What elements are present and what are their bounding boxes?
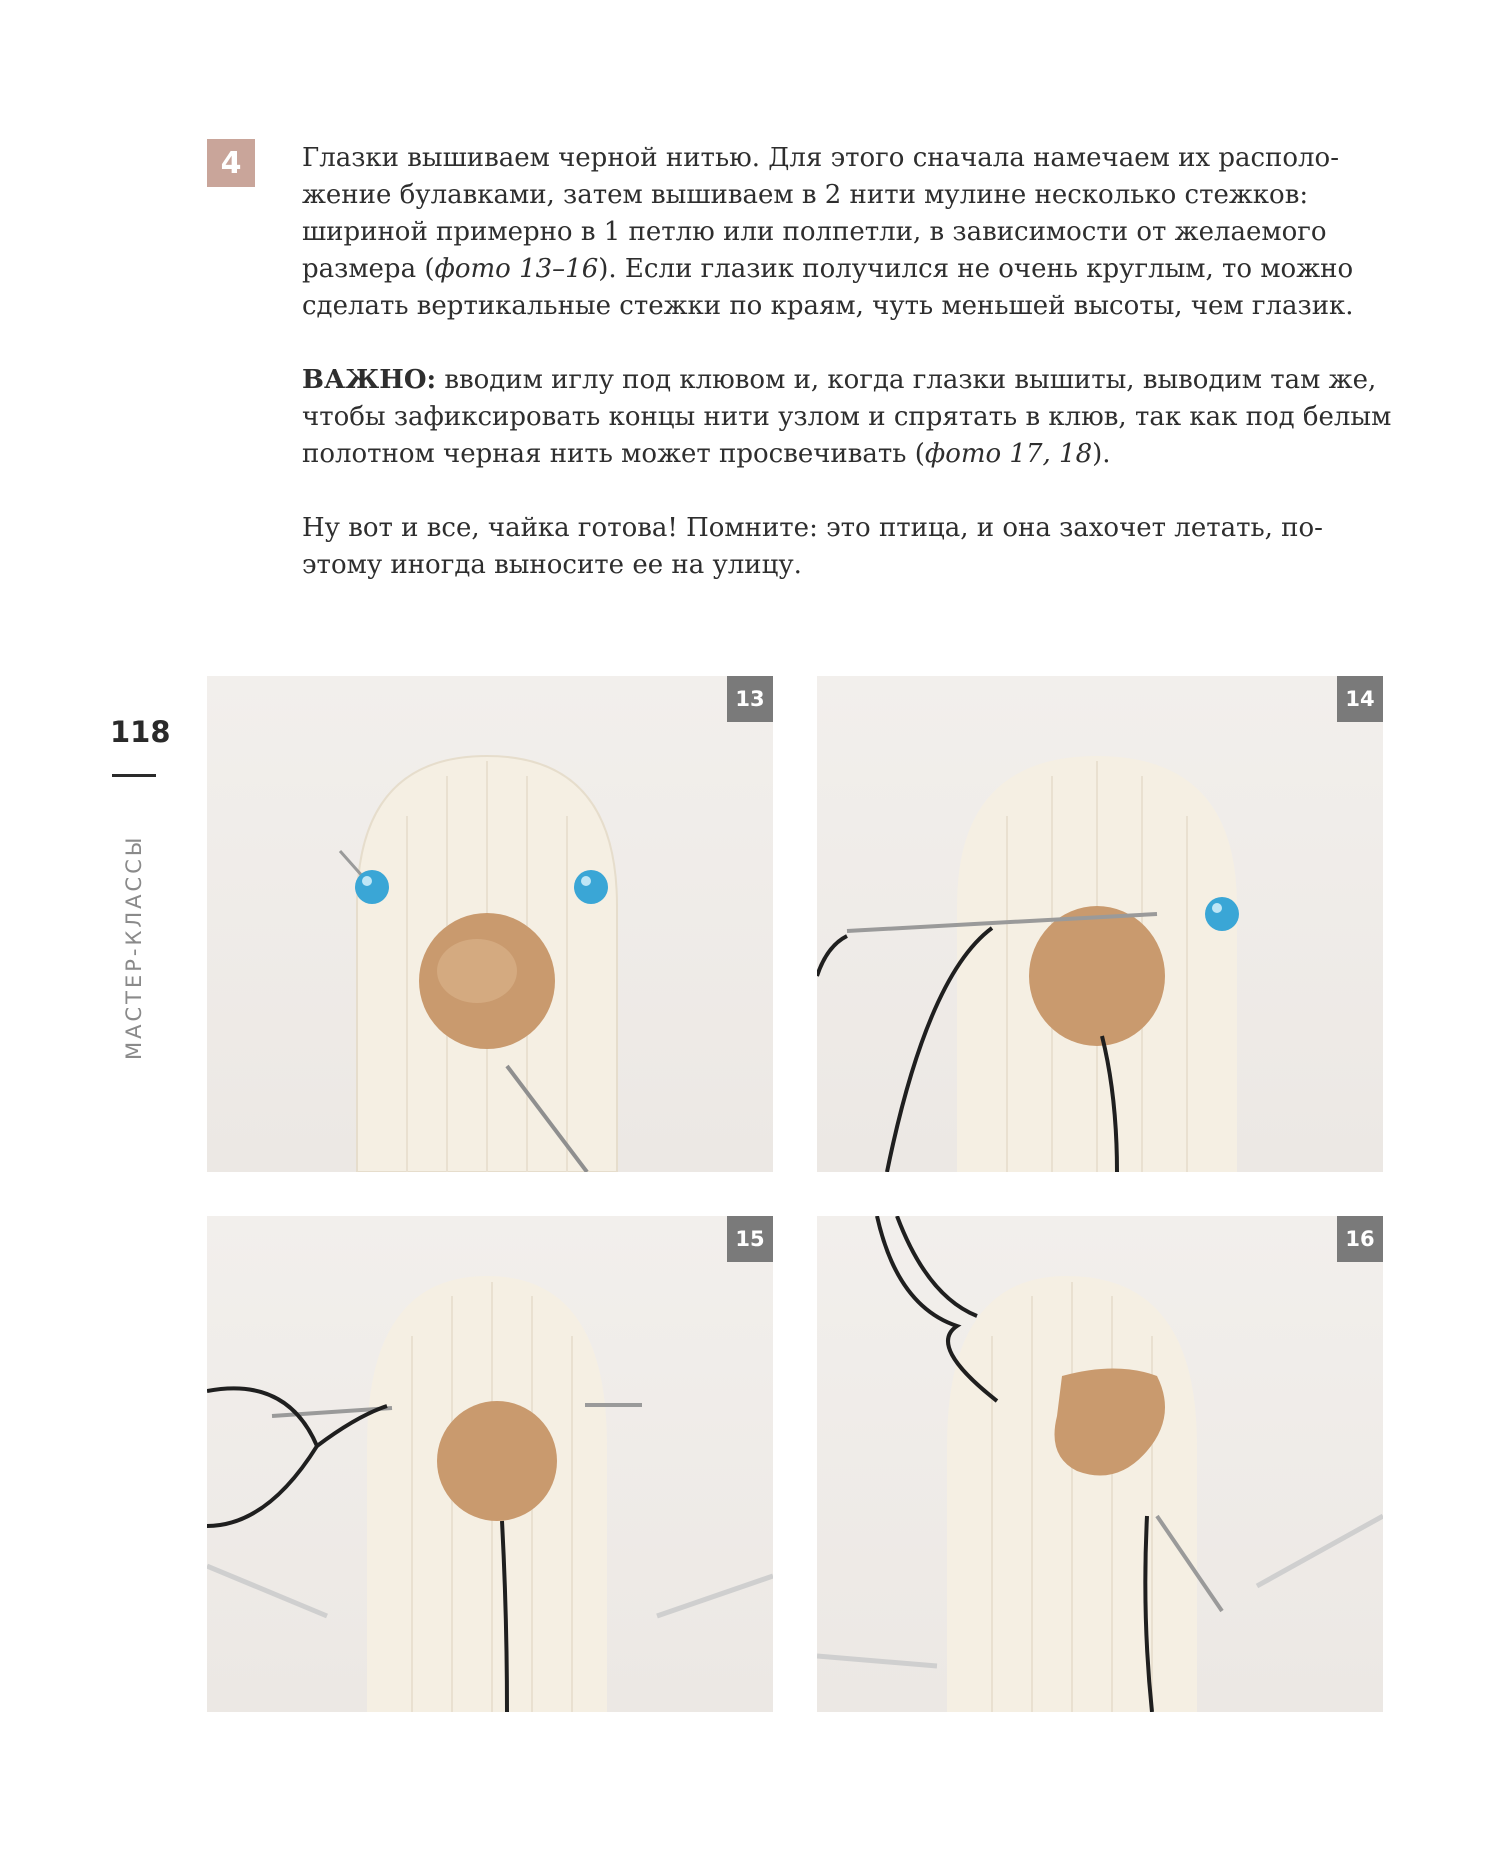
- step-number: 4: [220, 145, 242, 181]
- paragraph-final: [302, 510, 1392, 584]
- section-label: МАСТЕР-КЛАССЫ: [122, 834, 146, 1060]
- photo-16-illustration: [817, 1216, 1383, 1712]
- photo-14: [817, 676, 1383, 1172]
- paragraph-eyes-text-1: Глазки вышиваем черной нитью. Для этого сначала намечаем их расположение булавками, затем вышиваем в 2 нити мулине несколько стежков: шириной примерно в 1 петлю или полпетли, в зависимости от желаемого размера (: [302, 143, 1340, 284]
- photo-reference: фото 17, 18: [924, 439, 1093, 469]
- page-number-rule: [112, 774, 156, 777]
- paragraph-important: [302, 362, 1392, 473]
- photo-16-number: 16: [1337, 1216, 1383, 1262]
- paragraph-eyes-text-2: ). Если глазик получился не очень круглым, то можно сделать вертикальные стежки по краям, чуть меньшей высоты, чем глазик.: [302, 254, 1354, 321]
- photo-15-number: 15: [727, 1216, 773, 1262]
- photo-15-illustration: [207, 1216, 773, 1712]
- page-number: 118: [110, 715, 171, 749]
- important-label: ВАЖНО:: [302, 365, 437, 395]
- photo-13: [207, 676, 773, 1172]
- photo-reference: фото 13–16: [434, 254, 599, 284]
- paragraph-final-text: Ну вот и все, чайка готова! Помните: это птица, и она захочет летать, поэтому иногда выносите ее на улицу.: [302, 513, 1323, 580]
- paragraph-important-text-1: вводим иглу под клювом и, когда глазки вышиты, выводим там же, чтобы зафиксировать концы нити узлом и спрятать в клюв, так как под белым полотном черная нить может просвечивать (: [302, 365, 1392, 469]
- photo-15: [207, 1216, 773, 1712]
- photo-13-number: 13: [727, 676, 773, 722]
- paragraph-eyes: [302, 140, 1392, 325]
- photo-14-number: 14: [1337, 676, 1383, 722]
- photo-13-illustration: [207, 676, 773, 1172]
- step-number-badge: [207, 139, 255, 187]
- photo-14-illustration: [817, 676, 1383, 1172]
- paragraph-important-text-2: ).: [1092, 439, 1111, 469]
- instructions-text: [302, 140, 1392, 621]
- photo-16: [817, 1216, 1383, 1712]
